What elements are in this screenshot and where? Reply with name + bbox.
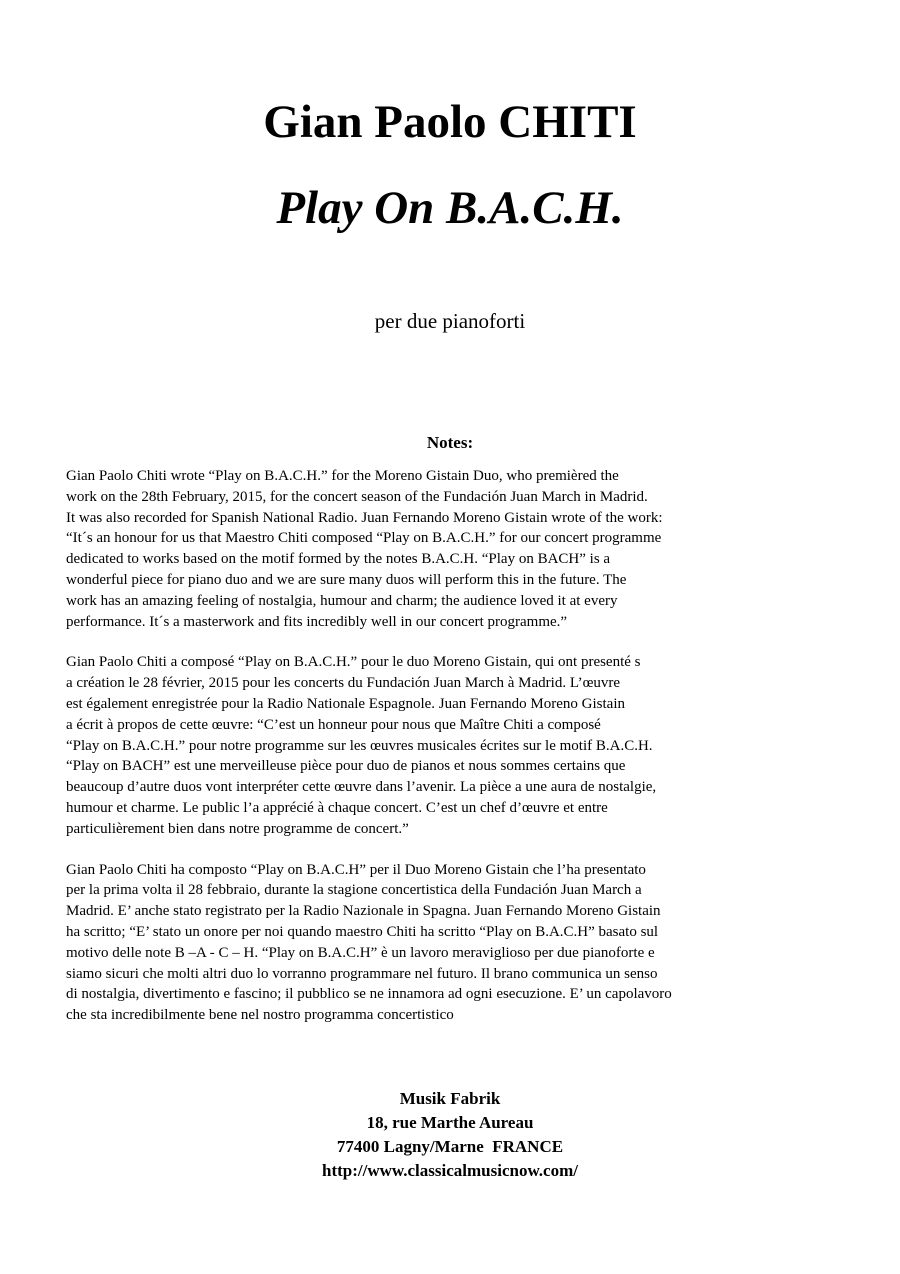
notes-paragraph-french (66, 652, 806, 839)
text-line: est également enregistrée pour la Radio Nationale Espagnole. Juan Fernando Moreno Gistain (66, 695, 625, 712)
text-line: beaucoup d’autre duos vont interpréter cette œuvre dans l’avenir. La pièce a une aura de nostalgie, (66, 779, 657, 796)
composer-name: Gian Paolo CHITI (263, 96, 637, 148)
instrumentation-subtitle: per due pianoforti (374, 309, 526, 333)
notes-paragraph-english (66, 466, 806, 632)
text-line: per la prima volta il 28 febbraio, durante la stagione concertistica della Fundación Juan March a (66, 882, 642, 899)
text-line: siamo sicuri che molti altri duo lo vorranno programmare nel futuro. Il brano communica un senso (66, 965, 658, 982)
text-line: “It´s an honour for us that Maestro Chiti composed “Play on B.A.C.H.” for our concert programme (66, 530, 662, 547)
publisher-street: 18, rue Marthe Aureau (366, 1113, 534, 1132)
notes-body (66, 466, 806, 1046)
text-line: particulièrement bien dans notre programme de concert.” (66, 820, 409, 837)
text-line: Madrid. E’ anche stato registrato per la Radio Nazionale in Spagna. Juan Fernando Moreno Gistain (66, 903, 661, 920)
publisher-city: 77400 Lagny/Marne FRANCE (336, 1137, 564, 1156)
publisher-name: Musik Fabrik (399, 1089, 501, 1108)
text-line: che sta incredibilmente bene nel nostro programma concertistico (66, 1007, 454, 1024)
notes-paragraph-italian (66, 860, 806, 1026)
text-line: “Play on B.A.C.H.” pour notre programme sur les œuvres musicales écrites sur le motif B.A.C.H. (66, 737, 653, 754)
text-line: It was also recorded for Spanish National Radio. Juan Fernando Moreno Gistain wrote of the work: (66, 509, 663, 526)
text-line: “Play on BACH” est une merveilleuse pièce pour duo de pianos et nous sommes certains que (66, 758, 626, 775)
text-line: a écrit à propos de cette œuvre: “C’est un honneur pour nous que Maître Chiti a composé (66, 716, 601, 733)
text-line: dedicated to works based on the motif formed by the notes B.A.C.H. “Play on BACH” is a (66, 551, 611, 568)
text-line: Gian Paolo Chiti a composé “Play on B.A.C.H.” pour le duo Moreno Gistain, qui ont presenté s (66, 654, 641, 671)
publisher-block (0, 1087, 900, 1183)
publisher-url[interactable]: http://www.classicalmusicnow.com/ (322, 1161, 578, 1180)
text-line: work on the 28th February, 2015, for the concert season of the Fundación Juan March in Madrid. (66, 488, 648, 505)
text-line: Gian Paolo Chiti wrote “Play on B.A.C.H.” for the Moreno Gistain Duo, who premièred the (66, 468, 619, 484)
text-line: ha scritto; “E’ stato un onore per noi quando maestro Chiti ha scritto “Play on B.A.C.H” basato sul (66, 923, 659, 940)
text-line: motivo delle note B –A - C – H. “Play on B.A.C.H” è un lavoro meraviglioso per due pianoforte e (66, 944, 655, 961)
work-title: Play On B.A.C.H. (276, 182, 624, 234)
text-line: humour et charme. Le public l’a apprécié à chaque concert. C’est un chef d’œuvre et entre (66, 799, 608, 816)
text-line: Gian Paolo Chiti ha composto “Play on B.A.C.H” per il Duo Moreno Gistain che l’ha presentato (66, 861, 646, 878)
text-line: performance. It´s a masterwork and fits incredibly well in our concert programme.” (66, 613, 568, 630)
notes-heading: Notes: (426, 433, 474, 452)
text-line: work has an amazing feeling of nostalgia, humour and charm; the audience loved it at every (66, 592, 618, 609)
text-line: a création le 28 février, 2015 pour les concerts du Fundación Juan March à Madrid. L’œuvre (66, 675, 621, 692)
text-line: di nostalgia, divertimento e fascino; il pubblico se ne innamora ad ogni esecuzione. E’ un capolavoro (66, 986, 672, 1003)
text-line: wonderful piece for piano duo and we are sure many duos will perform this in the future. The (66, 571, 627, 588)
